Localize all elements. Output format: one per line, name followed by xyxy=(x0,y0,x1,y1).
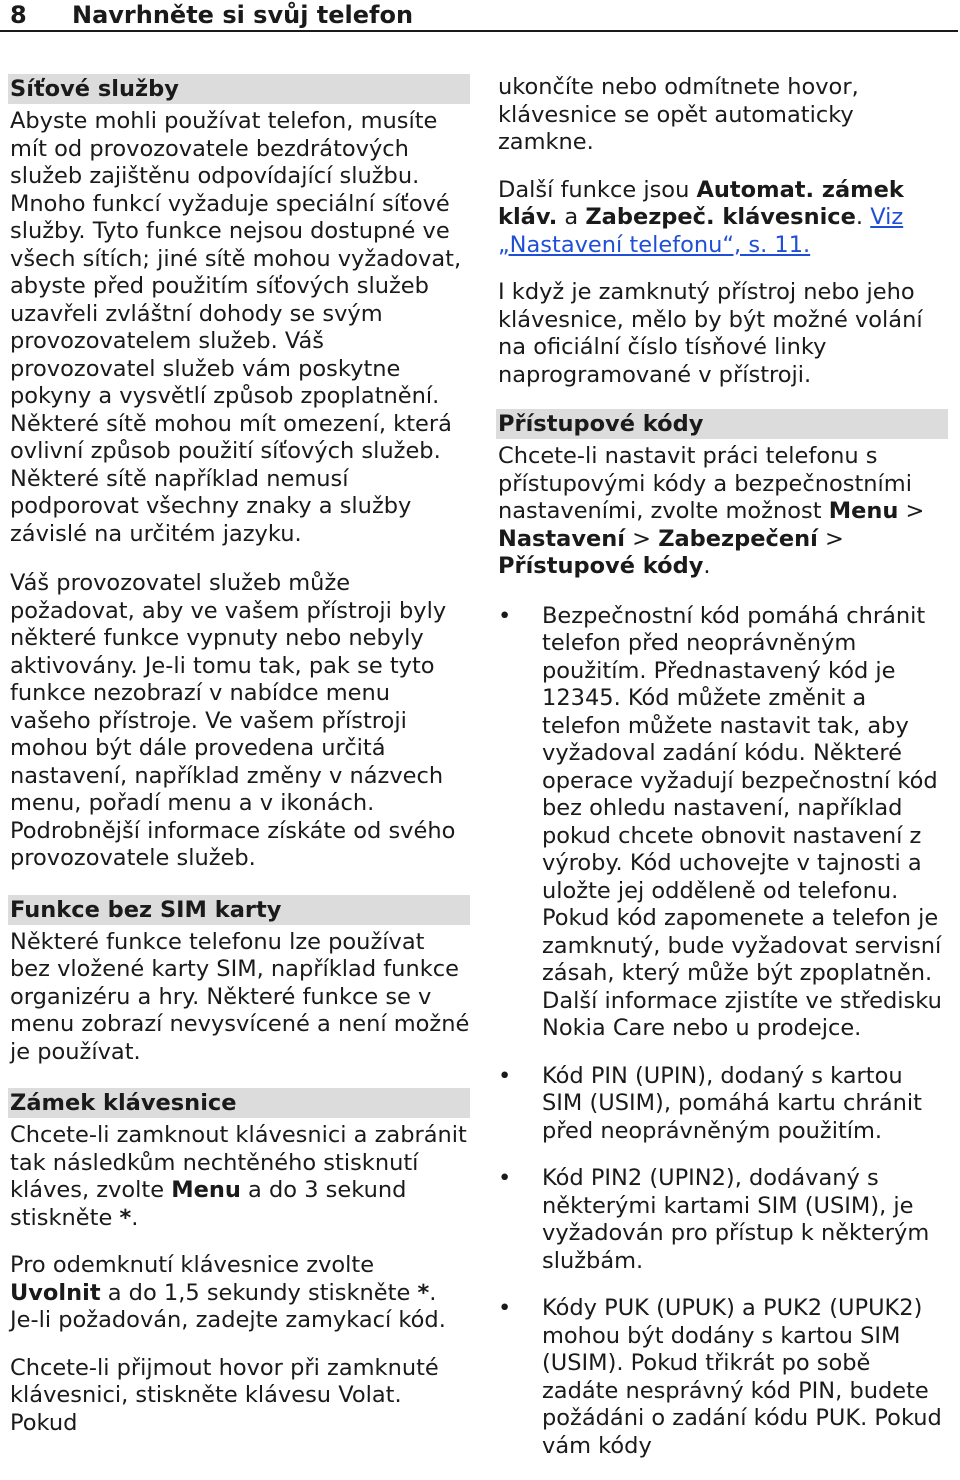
keypad-lock-paragraph-3: Chcete-li přijmout hovor při zamknuté klávesnici, stiskněte klávesu Volat. Pokud xyxy=(10,1354,439,1436)
keypad-lock-continued: ukončíte nebo odmítnete hovor, klávesnice se opět automaticky zamkne. xyxy=(498,74,859,155)
security-keyguard-term: Zabezpeč. klávesnice xyxy=(585,204,856,230)
auto-keyguard-term: Automat. zámek kláv. xyxy=(498,176,904,230)
heading-functions-without-sim: Funkce bez SIM karty xyxy=(8,895,470,925)
functions-without-sim-paragraph: Některé funkce telefonu lze používat bez vložené karty SIM, například funkce organizéru a hry. Některé funkce se v menu zobrazí nevysvícené a není možné je používat. xyxy=(10,928,470,1065)
settings-term: Nastavení xyxy=(498,525,626,552)
left-column xyxy=(10,74,470,1437)
network-services-paragraph-2: Váš provozovatel služeb může požadovat, aby ve vašem přístroji byly některé funkce vypnuty nebo nebyly aktivovány. Je-li tomu tak, pak se tyto funkce nezobrazí v nabídce menu vašeho přístroje. Ve vašem přístroji mohou být dále provedena určitá nastavení, například změny v názvech menu, pořadí menu a v ikonách. Podrobnější informace získáte od svého provozovatele služeb. xyxy=(10,570,456,871)
phone-settings-link[interactable]: Viz „Nastavení telefonu“, s. 11. xyxy=(498,204,904,258)
page-number: 8 xyxy=(10,1,27,29)
heading-network-services: Síťové služby xyxy=(8,74,470,104)
access-codes-term: Přístupové kódy xyxy=(498,553,704,579)
page-header xyxy=(0,0,958,32)
unlock-term: Uvolnit xyxy=(10,1279,101,1306)
keypad-lock-paragraph-2: Pro odemknutí klávesnice zvolte Uvolnit a do 1,5 sekundy stiskněte *. Je-li požadován, zadejte zamykací kód. xyxy=(10,1252,446,1333)
heading-keypad-lock: Zámek klávesnice xyxy=(8,1088,470,1118)
keypad-lock-more-functions: Další funkce jsou Automat. zámek kláv. a Zabezpeč. klávesnice. Viz „Nastavení telefonu“, s. 11. xyxy=(498,176,904,258)
keypad-lock-paragraph-1: Chcete-li zamknout klávesnici a zabránit tak následkům nechtěného stisknutí kláves, zvolte Menu a do 3 sekund stiskněte *. xyxy=(10,1122,467,1231)
menu-term: Menu xyxy=(171,1177,241,1203)
heading-access-codes: Přístupové kódy xyxy=(496,409,948,439)
access-codes-list xyxy=(498,603,948,1461)
list-item: • Bezpečnostní kód pomáhá chránit telefon před neoprávněným použitím. Přednastavený kód je 12345. Kód můžete změnit a telefon můžete nastavit tak, aby vyžadoval zadání kódu. Některé operace vyžadují bezpečnostní kód bez ohledu nastavení, například pokud chcete obnovit nastavení z výroby. Kód uchovejte v tajnosti a uložte jej odděleně od telefonu. Pokud kód zapomenete a telefon je zamknutý, bude vyžadovat servisní zásah, který může být zpoplatněn. Další informace zjistíte ve středisku Nokia Care nebo u prodejce. xyxy=(498,603,948,1043)
emergency-call-note: I když je zamknutý přístroj nebo jeho klávesnice, mělo by být možné volání na oficiální číslo tísňové linky naprogramované v přístroji. xyxy=(498,279,923,388)
chapter-title: Navrhněte si svůj telefon xyxy=(72,1,414,29)
list-item: • Kód PIN2 (UPIN2), dodávaný s některými kartami SIM (USIM), je vyžadován pro přístup k některým službám. xyxy=(498,1165,948,1275)
star-key: * xyxy=(417,1279,430,1306)
menu-term: Menu xyxy=(828,498,899,524)
access-codes-paragraph: Chcete-li nastavit práci telefonu s přístupovými kódy a bezpečnostními nastaveními, zvolte možnost Menu > Nastavení > Zabezpečení > Přístupové kódy. xyxy=(498,443,925,579)
list-item: • Kódy PUK (UPUK) a PUK2 (UPUK2) mohou být dodány s kartou SIM (USIM). Pokud třikrát po sobě zadáte nesprávný kód PIN, budete požádáni o zadání kódu PUK. Pokud vám kódy xyxy=(498,1295,948,1460)
list-item: • Kód PIN (UPIN), dodaný s kartou SIM (USIM), pomáhá kartu chránit před neoprávněným použitím. xyxy=(498,1063,948,1146)
star-key: * xyxy=(119,1204,132,1231)
right-column xyxy=(498,74,948,1480)
security-term: Zabezpečení xyxy=(658,525,818,552)
network-services-paragraph-1: Abyste mohli používat telefon, musíte mít od provozovatele bezdrátových služeb zajištěnu odpovídající službu. Mnoho funkcí vyžaduje speciální síťové služby. Tyto funkce nejsou dostupné ve všech sítích; jiné sítě mohou vyžadovat, abyste před použitím síťových služeb uzavřeli zvláštní dohody se svým provozovatelem služeb. Váš provozovatel služeb vám poskytne pokyny a vysvětlí způsob zpoplatnění. Některé sítě mohou mít omezení, která ovlivní způsob použití síťových služeb. Některé sítě například nemusí podporovat všechny znaky a služby závislé na určitém jazyku. xyxy=(10,108,462,547)
